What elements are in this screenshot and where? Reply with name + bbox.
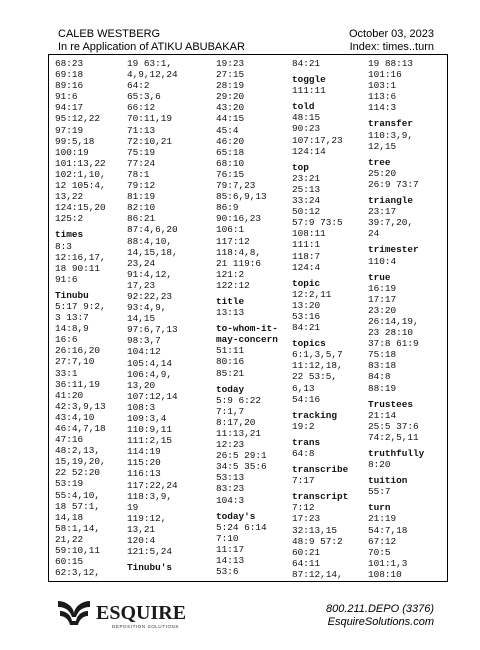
- page-line-reference: 114:19: [127, 446, 161, 458]
- index-headword: truthfully: [368, 448, 425, 459]
- page-line-reference: 64:8: [292, 448, 315, 459]
- page-line-reference: 116:13: [127, 468, 161, 480]
- page-line-reference: 14,15: [127, 313, 156, 325]
- page-line-reference: 64:11: [292, 557, 321, 569]
- page-line-reference: 65:3,6: [127, 91, 161, 103]
- page-line-reference: 17:23: [292, 513, 321, 525]
- page-line-reference: 124:4: [292, 261, 321, 273]
- page-line-reference: 7:10: [216, 532, 239, 544]
- index-headword: true: [368, 271, 391, 283]
- page-line-reference: 46:4,7,18: [55, 423, 106, 434]
- page-line-reference: 125:2: [55, 213, 84, 225]
- page-line-reference: 13,20: [127, 379, 156, 391]
- index-range: Index: times..turn: [349, 41, 434, 53]
- page-line-reference: 77:24: [127, 157, 156, 169]
- page-line-reference: 124:15,20: [55, 202, 106, 214]
- index-headword: transcribe: [292, 464, 349, 476]
- index-headword: transcript: [292, 491, 349, 503]
- page-line-reference: 8:20: [368, 459, 391, 471]
- case-title: In re Application of ATIKU ABUBAKAR: [58, 41, 245, 53]
- page-line-reference: 11:12,18,: [292, 360, 343, 372]
- page-line-reference: 60:21: [292, 546, 321, 558]
- page-line-reference: 48:9 57:2: [292, 535, 343, 547]
- page-line-reference: 23:20: [368, 304, 397, 316]
- page-line-reference: 90:23: [292, 123, 321, 135]
- page-line-reference: 19 63:1,: [127, 58, 173, 69]
- page-line-reference: 121:2: [216, 268, 245, 280]
- index-headword: to-whom-it-: [216, 323, 278, 335]
- page-line-reference: 5:17 9:2,: [55, 300, 106, 312]
- page-line-reference: 48:15: [292, 112, 321, 124]
- page-line-reference: 100:19: [55, 146, 89, 158]
- page-line-reference: 105:4,14: [127, 357, 173, 369]
- page-line-reference: 76:15: [216, 168, 245, 180]
- page-line-reference: 118:3,9,: [127, 490, 173, 502]
- page-line-reference: 102:1,10,: [55, 168, 106, 180]
- page-line-reference: 19:23: [216, 58, 245, 69]
- page-line-reference: 111:1: [292, 239, 321, 251]
- page-line-reference: 117:22,24: [127, 479, 178, 491]
- page-line-reference: 120:4: [127, 535, 156, 547]
- page-line-reference: 79:12: [127, 180, 156, 192]
- page-line-reference: 46:20: [216, 135, 245, 147]
- page-line-reference: 79:7,23: [216, 180, 256, 192]
- page-line-reference: 69:18: [55, 69, 84, 81]
- page-line-reference: 75:19: [127, 146, 156, 158]
- page-line-reference: 122:12: [216, 279, 250, 291]
- page-line-reference: 53:19: [55, 478, 84, 490]
- page-line-reference: 104:3: [216, 494, 245, 506]
- index-column-2: [127, 58, 178, 573]
- page-line-reference: 25:13: [292, 183, 321, 195]
- page-line-reference: 41:20: [55, 389, 84, 401]
- page-line-reference: 42:3,9,13: [55, 400, 106, 412]
- page-line-reference: 47:16: [55, 434, 84, 446]
- page-line-reference: 75:18: [368, 349, 397, 361]
- index-column-4: [292, 58, 348, 580]
- page-line-reference: 81:19: [127, 191, 156, 203]
- page-line-reference: 85:6,9,13: [216, 191, 267, 203]
- page-line-reference: 107:17,23: [292, 134, 343, 146]
- page-line-reference: 68:23: [55, 58, 84, 69]
- page-line-reference: 23:21: [292, 172, 321, 184]
- page-line-reference: 14:8,9: [55, 323, 89, 335]
- page-line-reference: 67:12: [368, 535, 397, 547]
- esquire-logo: [52, 597, 212, 631]
- logo-mark-icon: [58, 601, 90, 625]
- page-line-reference: 91:4,12,: [127, 268, 173, 280]
- witness-name: CALEB WESTBERG: [58, 28, 161, 40]
- page-line-reference: 29:20: [216, 91, 245, 103]
- page-line-reference: 83:18: [368, 360, 397, 372]
- page-line-reference: 23 28:10: [368, 327, 414, 339]
- page-line-reference: 26:9 73:7: [368, 178, 419, 190]
- page-line-reference: 109:3,4: [127, 413, 167, 424]
- index-column-5: [368, 58, 424, 580]
- page-line-reference: 111:2,15: [127, 435, 173, 447]
- page-line-reference: 12:2,11: [292, 288, 332, 300]
- index-headword: transfer: [368, 118, 414, 130]
- page-line-reference: 34:5 35:6: [216, 461, 267, 473]
- index-headword: topic: [292, 277, 321, 289]
- page-line-reference: 19 88:13: [368, 58, 414, 69]
- page-line-reference: 26:16,20: [55, 345, 101, 357]
- page-line-reference: 57:9 73:5: [292, 217, 343, 229]
- page-line-reference: 78:1: [127, 168, 150, 180]
- page-line-reference: 108:3: [127, 401, 156, 413]
- index-headword: Tinubu: [55, 289, 89, 301]
- page-line-reference: 121:5,24: [127, 546, 173, 558]
- page-line-reference: 110:4: [368, 255, 397, 267]
- page-line-reference: 110:3,9,: [368, 129, 414, 141]
- page-line-reference: 107:12,14: [127, 390, 178, 402]
- logo-wordmark: ESQUIRE: [96, 602, 187, 624]
- page-line-reference: 12 105:4,: [55, 180, 106, 192]
- index-headword: trans: [292, 436, 321, 448]
- page-line-reference: 89:16: [55, 80, 84, 92]
- page-line-reference: 59:10,11: [55, 545, 101, 557]
- page-line-reference: 18 90:11: [55, 262, 101, 274]
- index-headword: times: [55, 229, 84, 241]
- index-column-1: [55, 58, 106, 578]
- deposition-date: October 03, 2023: [348, 28, 434, 40]
- page-line-reference: 22 53:5,: [292, 371, 338, 383]
- index-headword: told: [292, 101, 315, 113]
- page-line-reference: 11:17: [216, 543, 245, 555]
- page-line-reference: 91:6: [55, 91, 78, 103]
- index-headword: Trustees: [368, 398, 414, 410]
- page-line-reference: 25:5 37:6: [368, 420, 419, 432]
- page-line-reference: 32:13,15: [292, 524, 338, 536]
- page-line-reference: 23,24: [127, 257, 156, 269]
- page-line-reference: 17,23: [127, 279, 156, 291]
- index-headword: tree: [368, 156, 391, 168]
- page-line-reference: 118:7: [292, 250, 321, 262]
- page-line-reference: 108:11: [292, 228, 326, 240]
- page-line-reference: 55:4,10,: [55, 489, 101, 501]
- page-line-reference: 97:6,7,13: [127, 324, 178, 336]
- index-headword: tuition: [368, 475, 408, 487]
- page-line-reference: 87:4,6,20: [127, 224, 178, 236]
- page-line-reference: 88:4,10,: [127, 235, 173, 247]
- page-line-reference: 95:12,22: [55, 113, 101, 125]
- header-left: [58, 28, 245, 54]
- page-line-reference: 53:13: [216, 472, 245, 484]
- page-line-reference: 84:8: [368, 371, 391, 383]
- page-line-reference: 101:13,22: [55, 157, 106, 169]
- page-line-reference: 104:12: [127, 346, 161, 358]
- index-box: [48, 54, 448, 582]
- page-line-reference: 106:1: [216, 224, 245, 236]
- index-headword: top: [292, 161, 309, 173]
- page-line-reference: 48:2,13,: [55, 445, 101, 457]
- page-line-reference: 68:10: [216, 157, 245, 169]
- index-headword: tracking: [292, 409, 338, 421]
- page-line-reference: 8:17,20: [216, 416, 256, 428]
- page-line-reference: 13,21: [127, 523, 156, 535]
- page-line-reference: 17:17: [368, 293, 397, 305]
- page-line-reference: 44:15: [216, 113, 245, 125]
- index-headword: toggle: [292, 74, 326, 86]
- page-line-reference: 21:19: [368, 513, 397, 525]
- page-line-reference: 11:13,21: [216, 428, 262, 439]
- page-line-reference: 65:18: [216, 146, 245, 158]
- page-line-reference: 53:16: [292, 310, 321, 322]
- page-line-reference: 54:7,18: [368, 524, 408, 536]
- page-line-reference: 4,9,12,24: [127, 69, 178, 81]
- page-line-reference: 13,22: [55, 191, 84, 203]
- page-line-reference: 91:6: [55, 273, 78, 285]
- page-line-reference: 83:23: [216, 483, 245, 495]
- page-line-reference: 14,15,18,: [127, 246, 178, 258]
- page-line-reference: 12,15: [368, 140, 397, 152]
- index-headword: today's: [216, 510, 256, 522]
- page-line-reference: 7:1,7: [216, 405, 245, 417]
- page-line-reference: 5:24 6:14: [216, 521, 267, 533]
- page-line-reference: 70:11,19: [127, 113, 173, 125]
- page-line-reference: 72:10,21: [127, 135, 173, 147]
- index-headword: Tinubu's: [127, 562, 173, 574]
- page-line-reference: 124:14: [292, 145, 326, 157]
- page-line-reference: 14:13: [216, 555, 245, 567]
- page-line-reference: 97:19: [55, 124, 84, 136]
- page-line-reference: 101:16: [368, 69, 402, 81]
- page-line-reference: 19:2: [292, 420, 315, 432]
- page-line-reference: 66:12: [127, 102, 156, 114]
- page-line-reference: 98:3,7: [127, 335, 161, 347]
- page-line-reference: 21 119:6: [216, 257, 262, 269]
- page-line-reference: 14,18: [55, 511, 84, 523]
- page-line-reference: 21:14: [368, 409, 397, 421]
- page-line-reference: 94:17: [55, 102, 84, 114]
- page-line-reference: 19: [127, 501, 139, 513]
- page-line-reference: 90:16,23: [216, 213, 262, 225]
- page-line-reference: 101:1,3: [368, 557, 408, 569]
- index-headword: turn: [368, 502, 391, 514]
- page-line-reference: 82:10: [127, 202, 156, 214]
- page-line-reference: 24: [368, 228, 380, 240]
- page-line-reference: 62:3,12,: [55, 567, 101, 579]
- header-right: [349, 28, 434, 54]
- page-line-reference: 70:5: [368, 546, 391, 558]
- page-line-reference: 106:4,9,: [127, 368, 173, 380]
- page-line-reference: 25:20: [368, 167, 397, 179]
- page-line-reference: 84:21: [292, 322, 321, 334]
- page-line-reference: 12:23: [216, 439, 245, 451]
- page-line-reference: 37:8 61:9: [368, 338, 419, 350]
- page-line-reference: 28:19: [216, 80, 245, 92]
- page-line-reference: 110:9,11: [127, 424, 173, 436]
- page-line-reference: 12:16,17,: [55, 251, 106, 263]
- page-line-reference: 88:19: [368, 382, 397, 394]
- index-headword: may-concern: [216, 334, 278, 346]
- page-line-reference: 64:2: [127, 80, 150, 92]
- page-line-reference: 86:9: [216, 202, 239, 214]
- page-line-reference: 22 52:20: [55, 467, 101, 479]
- page-line-reference: 119:12,: [127, 512, 167, 524]
- page-line-reference: 53:6: [216, 566, 239, 578]
- page-line-reference: 55:7: [368, 486, 391, 498]
- page-line-reference: 84:21: [292, 58, 321, 69]
- page-line-reference: 85:21: [216, 367, 245, 379]
- page-line-reference: 5:9 6:22: [216, 394, 262, 406]
- page-line-reference: 26:5 29:1: [216, 450, 267, 462]
- page-line-reference: 43:4,10: [55, 411, 95, 423]
- page-line-reference: 92:22,23: [127, 290, 173, 302]
- page-line-reference: 43:20: [216, 102, 245, 114]
- page-line-reference: 111:11: [292, 85, 326, 97]
- index-headword: title: [216, 295, 245, 307]
- index-headword: today: [216, 383, 245, 395]
- page-line-reference: 103:1: [368, 80, 397, 92]
- page-line-reference: 3 13:7: [55, 312, 89, 324]
- index-headword: topics: [292, 338, 326, 350]
- footer-website[interactable]: EsquireSolutions.com: [327, 616, 434, 628]
- page-line-reference: 7:12: [292, 502, 315, 514]
- index-column-3: [216, 58, 278, 577]
- page-line-reference: 36:11,19: [55, 378, 101, 390]
- page-line-reference: 51:11: [216, 345, 245, 357]
- page-line-reference: 8:3: [55, 240, 72, 252]
- index-headword: triangle: [368, 195, 414, 207]
- page-line-reference: 18 57:1,: [55, 500, 101, 512]
- page-line-reference: 15,19,20,: [55, 456, 106, 468]
- page-line-reference: 54:16: [292, 393, 321, 405]
- page-line-reference: 33:1: [55, 367, 78, 379]
- page-line-reference: 108:10: [368, 568, 402, 580]
- page-line-reference: 27:15: [216, 69, 245, 81]
- page-line-reference: 26:14,19,: [368, 315, 419, 327]
- page-line-reference: 60:15: [55, 556, 84, 568]
- page-line-reference: 99:5,18: [55, 135, 95, 147]
- page-line-reference: 117:12: [216, 235, 250, 247]
- page-line-reference: 7:17: [292, 475, 315, 487]
- page-line-reference: 16:19: [368, 282, 397, 294]
- page-line-reference: 93:4,9,: [127, 302, 167, 314]
- page-line-reference: 118:4,8,: [216, 246, 262, 258]
- page-line-reference: 86:21: [127, 213, 156, 225]
- page-line-reference: 87:12,14,: [292, 568, 343, 580]
- page-line-reference: 80:16: [216, 356, 245, 368]
- page-line-reference: 23:17: [368, 206, 397, 218]
- page-line-reference: 33:24: [292, 195, 321, 207]
- index-headword: trimester: [368, 244, 419, 256]
- page-line-reference: 21,22: [55, 533, 84, 545]
- page-line-reference: 115:20: [127, 457, 161, 469]
- page-line-reference: 71:13: [127, 124, 156, 136]
- footer-phone: 800.211.DEPO (3376): [325, 603, 434, 615]
- page-line-reference: 6:1,3,5,7: [292, 349, 343, 361]
- page-line-reference: 113:6: [368, 91, 397, 103]
- page-line-reference: 27:7,10: [55, 356, 95, 368]
- page-line-reference: 50:12: [292, 206, 321, 218]
- page-line-reference: 16:6: [55, 334, 78, 346]
- page-line-reference: 58:1,14,: [55, 522, 101, 534]
- page-line-reference: 45:4: [216, 124, 239, 136]
- page-line-reference: 39:7,20,: [368, 217, 414, 229]
- logo-subtitle: DEPOSITION SOLUTIONS: [112, 624, 180, 629]
- page-line-reference: 6,13: [292, 382, 315, 394]
- page-line-reference: 13:20: [292, 299, 321, 311]
- page-line-reference: 74:2,5,11: [368, 431, 419, 443]
- page-line-reference: 13:13: [216, 307, 245, 319]
- page-line-reference: 114:3: [368, 102, 397, 114]
